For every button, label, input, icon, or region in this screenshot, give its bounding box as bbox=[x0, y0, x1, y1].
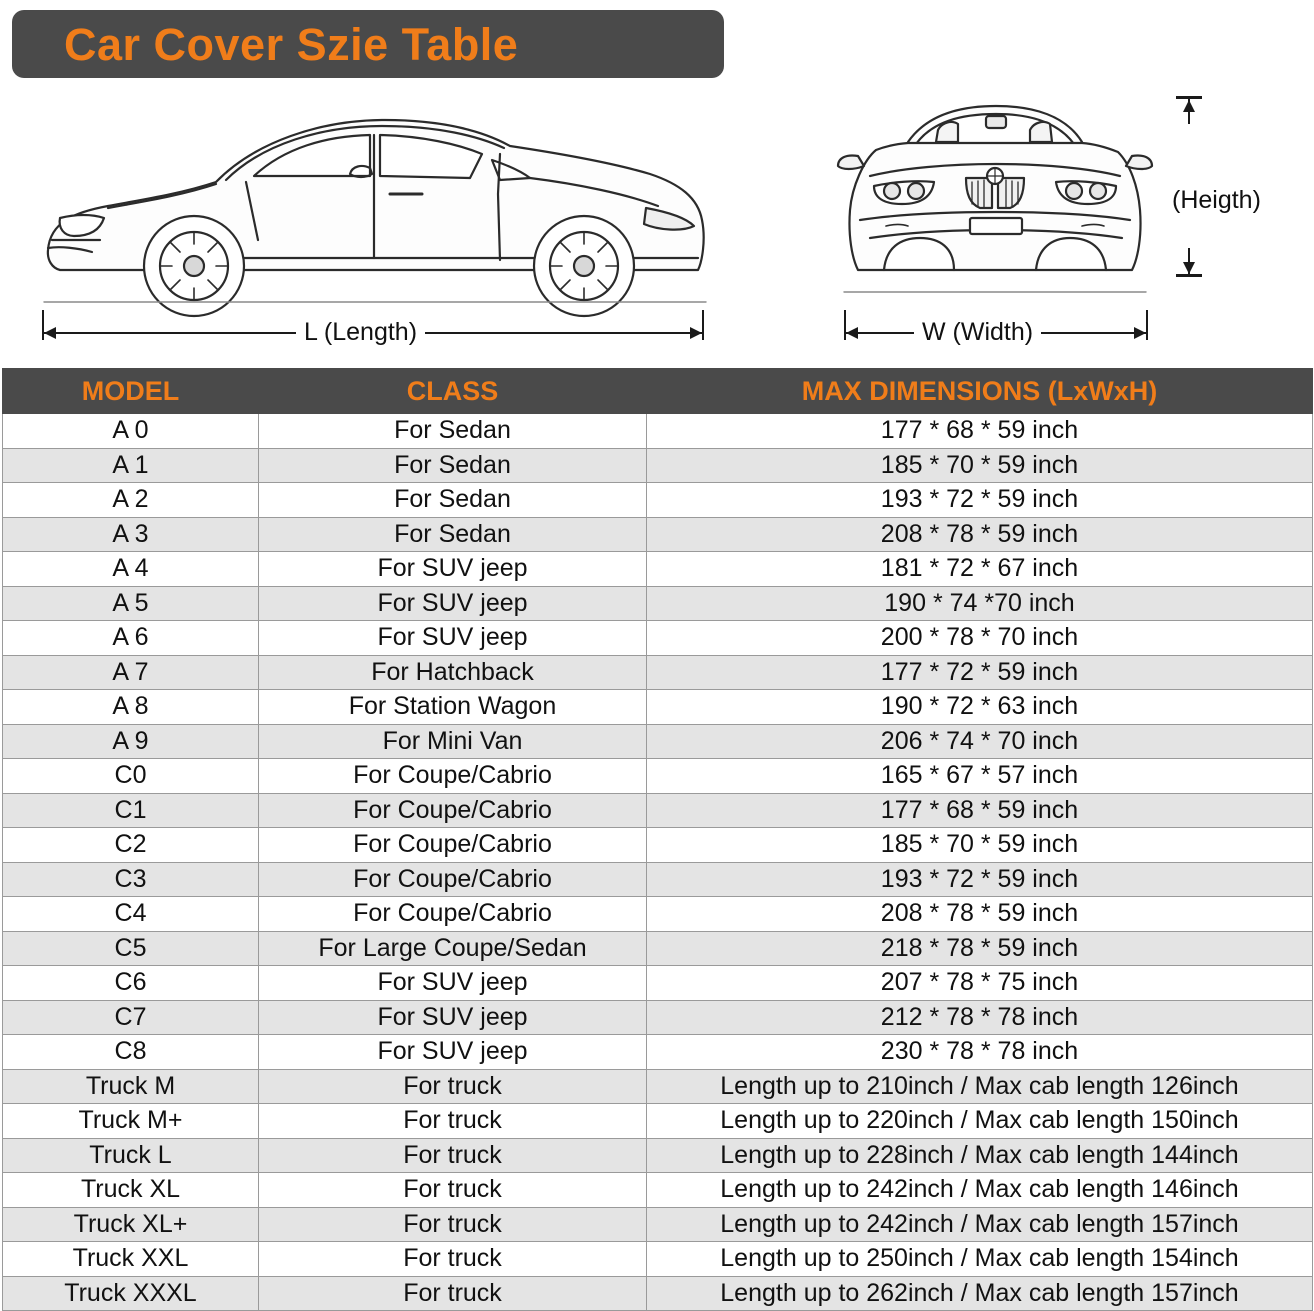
table-row bbox=[3, 517, 1313, 552]
cell-dimensions: 177 * 68 * 59 inch bbox=[647, 793, 1313, 828]
cell-dimensions: 207 * 78 * 75 inch bbox=[647, 966, 1313, 1001]
table-row bbox=[3, 1069, 1313, 1104]
cell-model: A 4 bbox=[3, 552, 259, 587]
cell-model: C2 bbox=[3, 828, 259, 863]
cell-class: For SUV jeep bbox=[259, 966, 647, 1001]
table-row bbox=[3, 1207, 1313, 1242]
cell-dimensions: Length up to 210inch / Max cab length 126inch bbox=[647, 1069, 1313, 1104]
cell-class: For truck bbox=[259, 1104, 647, 1139]
cell-class: For Coupe/Cabrio bbox=[259, 828, 647, 863]
cell-class: For Coupe/Cabrio bbox=[259, 793, 647, 828]
cell-class: For Mini Van bbox=[259, 724, 647, 759]
cell-model: A 1 bbox=[3, 448, 259, 483]
cell-model: A 6 bbox=[3, 621, 259, 656]
cell-class: For truck bbox=[259, 1276, 647, 1311]
cell-dimensions: 200 * 78 * 70 inch bbox=[647, 621, 1313, 656]
cell-model: A 9 bbox=[3, 724, 259, 759]
cell-dimensions: 165 * 67 * 57 inch bbox=[647, 759, 1313, 794]
cell-dimensions: 193 * 72 * 59 inch bbox=[647, 862, 1313, 897]
cell-dimensions: 177 * 72 * 59 inch bbox=[647, 655, 1313, 690]
cell-dimensions: 177 * 68 * 59 inch bbox=[647, 414, 1313, 449]
cell-model: Truck XXXL bbox=[3, 1276, 259, 1311]
table-header-row bbox=[3, 369, 1313, 414]
car-cover-size-table bbox=[2, 368, 1313, 1311]
table-row bbox=[3, 1138, 1313, 1173]
table-row bbox=[3, 966, 1313, 1001]
table-row bbox=[3, 862, 1313, 897]
cell-class: For Sedan bbox=[259, 448, 647, 483]
cell-class: For truck bbox=[259, 1173, 647, 1208]
height-bottom-arrow bbox=[1183, 262, 1195, 274]
cell-class: For SUV jeep bbox=[259, 621, 647, 656]
cell-model: Truck XL+ bbox=[3, 1207, 259, 1242]
table-row bbox=[3, 483, 1313, 518]
cell-model: C0 bbox=[3, 759, 259, 794]
page-title: Car Cover Szie Table bbox=[64, 18, 519, 70]
cell-class: For SUV jeep bbox=[259, 586, 647, 621]
table-row bbox=[3, 724, 1313, 759]
column-header-model: MODEL bbox=[3, 369, 259, 414]
cell-model: Truck XXL bbox=[3, 1242, 259, 1277]
table-row bbox=[3, 1173, 1313, 1208]
table-row bbox=[3, 690, 1313, 725]
table-row bbox=[3, 897, 1313, 932]
cell-class: For Coupe/Cabrio bbox=[259, 897, 647, 932]
cell-class: For Coupe/Cabrio bbox=[259, 759, 647, 794]
cell-model: Truck M bbox=[3, 1069, 259, 1104]
cell-class: For truck bbox=[259, 1138, 647, 1173]
cell-dimensions: 230 * 78 * 78 inch bbox=[647, 1035, 1313, 1070]
cell-dimensions: 193 * 72 * 59 inch bbox=[647, 483, 1313, 518]
cell-model: A 7 bbox=[3, 655, 259, 690]
length-right-arrow bbox=[690, 327, 702, 339]
table-row bbox=[3, 1104, 1313, 1139]
table-row bbox=[3, 552, 1313, 587]
table-row bbox=[3, 759, 1313, 794]
cell-dimensions: Length up to 242inch / Max cab length 146inch bbox=[647, 1173, 1313, 1208]
cell-model: C4 bbox=[3, 897, 259, 932]
cell-dimensions: 185 * 70 * 59 inch bbox=[647, 448, 1313, 483]
cell-model: A 8 bbox=[3, 690, 259, 725]
cell-dimensions: 190 * 74 *70 inch bbox=[647, 586, 1313, 621]
cell-class: For SUV jeep bbox=[259, 1035, 647, 1070]
cell-dimensions: Length up to 228inch / Max cab length 144inch bbox=[647, 1138, 1313, 1173]
cell-class: For Sedan bbox=[259, 483, 647, 518]
cell-model: C5 bbox=[3, 931, 259, 966]
cell-class: For Coupe/Cabrio bbox=[259, 862, 647, 897]
cell-dimensions: 218 * 78 * 59 inch bbox=[647, 931, 1313, 966]
cell-dimensions: Length up to 250inch / Max cab length 154inch bbox=[647, 1242, 1313, 1277]
cell-model: A 3 bbox=[3, 517, 259, 552]
cell-model: C3 bbox=[3, 862, 259, 897]
side-view-car-illustration bbox=[30, 90, 720, 320]
cell-model: Truck M+ bbox=[3, 1104, 259, 1139]
cell-dimensions: Length up to 242inch / Max cab length 157inch bbox=[647, 1207, 1313, 1242]
length-right-cap bbox=[702, 310, 704, 340]
table-body bbox=[3, 414, 1313, 1311]
cell-dimensions: Length up to 220inch / Max cab length 150inch bbox=[647, 1104, 1313, 1139]
column-header-dimensions: MAX DIMENSIONS (LxWxH) bbox=[647, 369, 1313, 414]
height-top-arrow bbox=[1183, 100, 1195, 112]
cell-model: C6 bbox=[3, 966, 259, 1001]
cell-dimensions: Length up to 262inch / Max cab length 157inch bbox=[647, 1276, 1313, 1311]
cell-dimensions: 208 * 78 * 59 inch bbox=[647, 517, 1313, 552]
cell-class: For SUV jeep bbox=[259, 1000, 647, 1035]
table-row bbox=[3, 655, 1313, 690]
table-row bbox=[3, 1035, 1313, 1070]
cell-dimensions: 181 * 72 * 67 inch bbox=[647, 552, 1313, 587]
width-label: W (Width) bbox=[914, 318, 1041, 347]
length-label: L (Length) bbox=[296, 318, 425, 347]
cell-dimensions: 206 * 74 * 70 inch bbox=[647, 724, 1313, 759]
table-row bbox=[3, 793, 1313, 828]
width-left-arrow bbox=[846, 327, 858, 339]
cell-dimensions: 212 * 78 * 78 inch bbox=[647, 1000, 1313, 1035]
cell-class: For Large Coupe/Sedan bbox=[259, 931, 647, 966]
table-row bbox=[3, 448, 1313, 483]
cell-model: A 0 bbox=[3, 414, 259, 449]
table-row bbox=[3, 1242, 1313, 1277]
cell-model: Truck XL bbox=[3, 1173, 259, 1208]
table-row bbox=[3, 586, 1313, 621]
width-right-cap bbox=[1146, 310, 1148, 340]
width-right-arrow bbox=[1134, 327, 1146, 339]
cell-model: A 5 bbox=[3, 586, 259, 621]
illustration-area bbox=[0, 78, 1314, 366]
cell-class: For Station Wagon bbox=[259, 690, 647, 725]
table-row bbox=[3, 1000, 1313, 1035]
cell-model: C8 bbox=[3, 1035, 259, 1070]
table-row bbox=[3, 414, 1313, 449]
cell-dimensions: 208 * 78 * 59 inch bbox=[647, 897, 1313, 932]
table-row bbox=[3, 828, 1313, 863]
height-label: (Heigth) bbox=[1172, 186, 1261, 214]
cell-model: C1 bbox=[3, 793, 259, 828]
cell-class: For Hatchback bbox=[259, 655, 647, 690]
cell-class: For truck bbox=[259, 1242, 647, 1277]
cell-dimensions: 190 * 72 * 63 inch bbox=[647, 690, 1313, 725]
table-row bbox=[3, 931, 1313, 966]
cell-class: For truck bbox=[259, 1069, 647, 1104]
cell-model: C7 bbox=[3, 1000, 259, 1035]
cell-class: For Sedan bbox=[259, 414, 647, 449]
table-row bbox=[3, 621, 1313, 656]
column-header-class: CLASS bbox=[259, 369, 647, 414]
front-view-car-illustration bbox=[830, 90, 1160, 320]
page-title-banner bbox=[12, 10, 724, 78]
cell-dimensions: 185 * 70 * 59 inch bbox=[647, 828, 1313, 863]
length-left-arrow bbox=[44, 327, 56, 339]
cell-class: For Sedan bbox=[259, 517, 647, 552]
cell-model: Truck L bbox=[3, 1138, 259, 1173]
table-row bbox=[3, 1276, 1313, 1311]
cell-class: For truck bbox=[259, 1207, 647, 1242]
cell-class: For SUV jeep bbox=[259, 552, 647, 587]
cell-model: A 2 bbox=[3, 483, 259, 518]
